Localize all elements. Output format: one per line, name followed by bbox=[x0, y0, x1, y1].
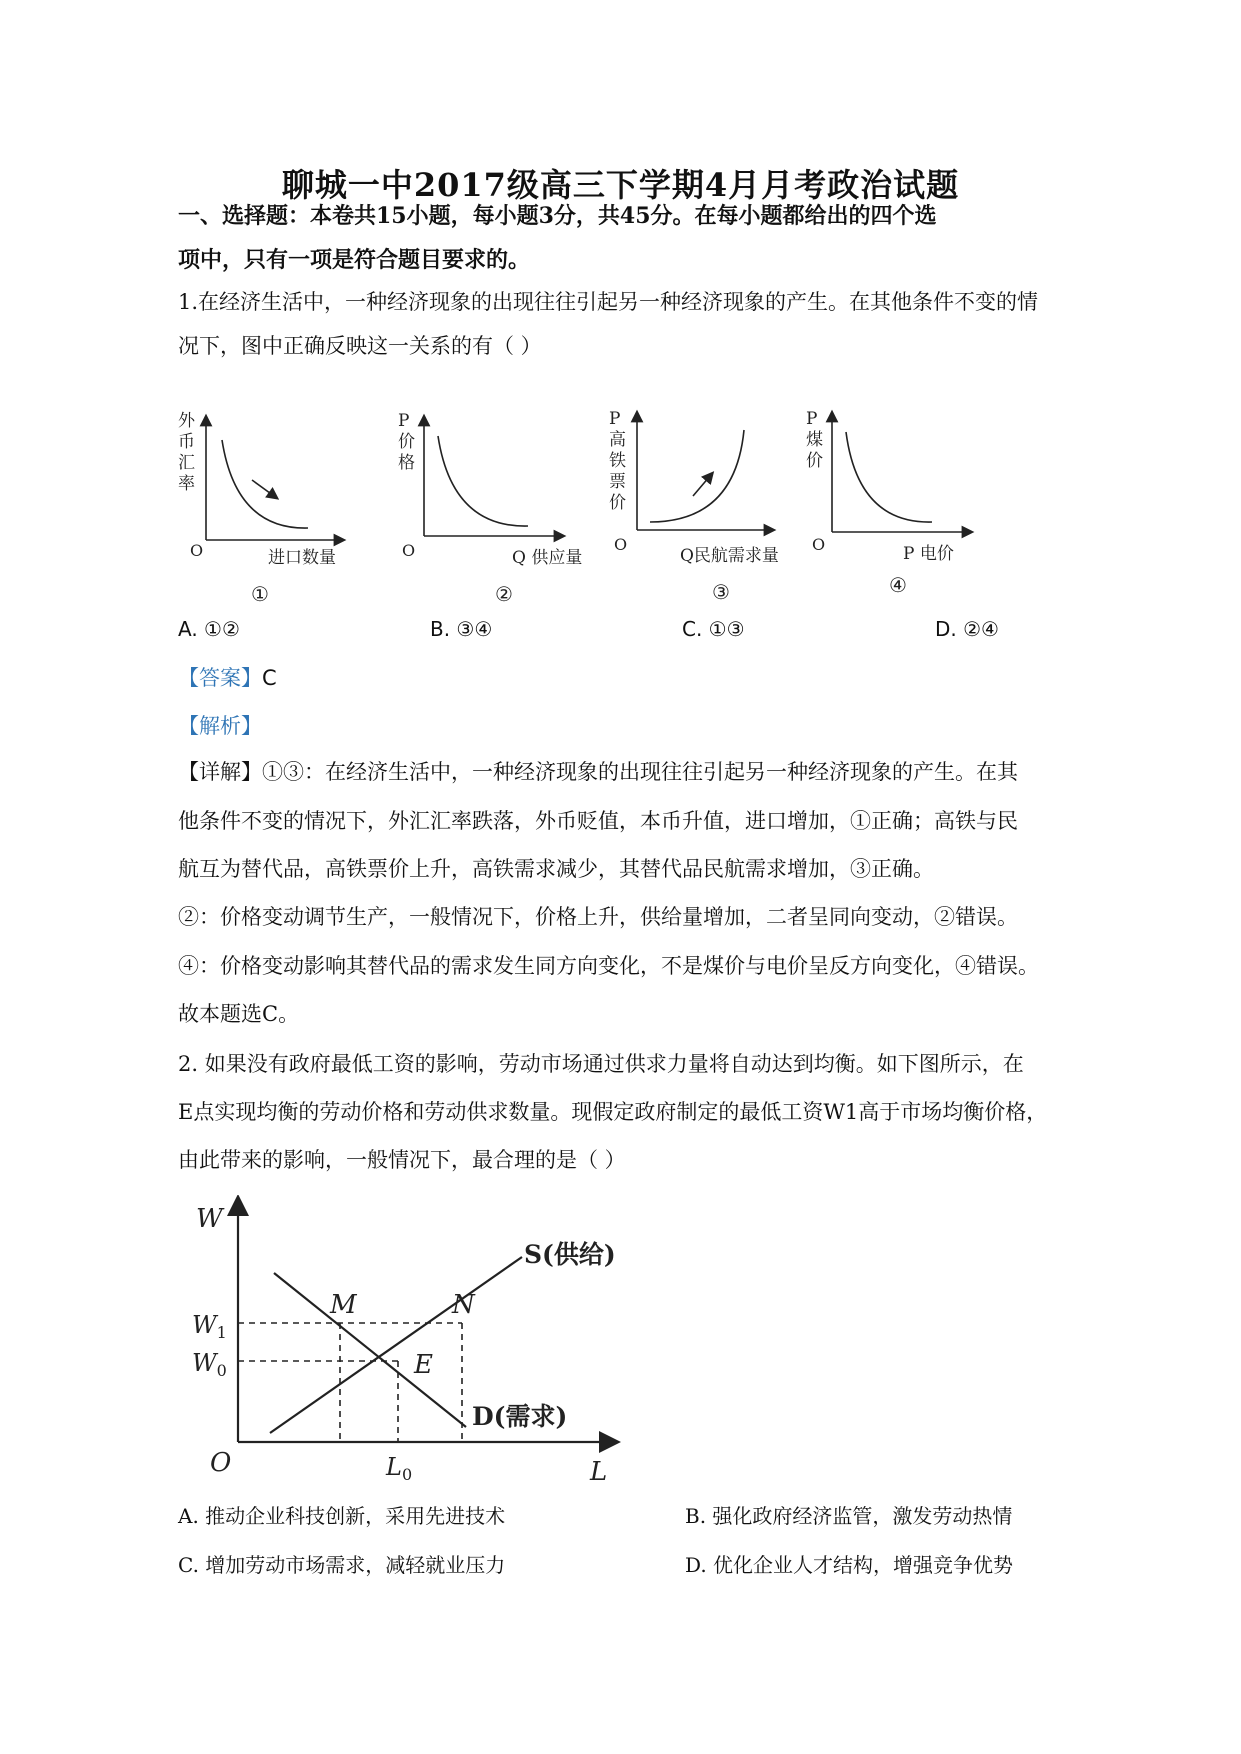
graph-2-xlabel: Q 供应量 bbox=[512, 548, 583, 568]
point-n: N bbox=[452, 1290, 475, 1320]
w0-label-sub: 0 bbox=[216, 1361, 227, 1380]
detail-line-5: ④：价格变动影响其替代品的需求发生同方向变化，不是煤价与电价呈反方向变化，④错误。 bbox=[178, 954, 1039, 978]
l0-label-letter: L bbox=[386, 1453, 402, 1481]
graph-2-ylabel-2: 格 bbox=[398, 453, 415, 473]
detail-line-2: 他条件不变的情况下，外汇汇率跌落，外币贬值，本币升值，进口增加，①正确；高铁与民 bbox=[178, 809, 1018, 833]
graph-3-ylabel-2: 铁 bbox=[609, 451, 626, 471]
q1-stem-line2: 况下，图中正确反映这一关系的有（ ） bbox=[178, 334, 542, 358]
analysis-tag: 【解析】 bbox=[178, 714, 262, 738]
graph-2 bbox=[398, 411, 582, 606]
graph-2-curve bbox=[438, 436, 528, 526]
graph-1-curve bbox=[222, 440, 308, 528]
supply-label: S(供给) bbox=[524, 1240, 616, 1269]
answer-value: C bbox=[262, 666, 277, 690]
q2-option-d: D. 优化企业人才结构，增强竞争优势 bbox=[685, 1553, 1014, 1577]
graph-4-ylabel bbox=[806, 409, 823, 471]
w1-label-letter: W bbox=[192, 1311, 217, 1339]
graph-3-trend-arrow bbox=[693, 476, 710, 496]
detail-line-1: 【详解】①③：在经济生活中，一种经济现象的出现往往引起另一种经济现象的产生。在其 bbox=[178, 760, 1018, 784]
q2-option-c: C. 增加劳动市场需求，减轻就业压力 bbox=[178, 1553, 506, 1577]
q2-stem-line1: 2. 如果没有政府最低工资的影响，劳动市场通过供求力量将自动达到均衡。如下图所示，在 bbox=[178, 1052, 1024, 1076]
q1-graphs bbox=[0, 400, 1241, 620]
graph-1-ylabel-3: 率 bbox=[178, 474, 195, 494]
detail-line-4: ②：价格变动调节生产，一般情况下，价格上升，供给量增加，二者呈同向变动，②错误。 bbox=[178, 905, 1018, 929]
x-axis-label: L bbox=[590, 1457, 608, 1485]
graph-1-ylabel-1: 币 bbox=[178, 432, 195, 452]
graph-4-curve bbox=[846, 432, 932, 522]
graph-4-index: ④ bbox=[889, 573, 907, 597]
exam-title: 聊城一中2017级高三下学期4月月考政治试题 bbox=[281, 166, 960, 204]
w0-label-letter: W bbox=[192, 1349, 217, 1377]
l0-label-sub: 0 bbox=[401, 1465, 413, 1484]
demand-line bbox=[274, 1273, 466, 1427]
w1-label-sub: 1 bbox=[216, 1323, 227, 1342]
demand-label: D(需求) bbox=[472, 1402, 568, 1431]
w0-label bbox=[192, 1349, 227, 1380]
origin-label: O bbox=[210, 1448, 232, 1478]
q1-stem-line1: 1.在经济生活中，一种经济现象的出现往往引起另一种经济现象的产生。在其他条件不变的情 bbox=[178, 290, 1039, 314]
l0-label bbox=[385, 1453, 412, 1484]
graph-1-ylabel bbox=[178, 411, 196, 494]
graph-3-xlabel: Q民航需求量 bbox=[680, 546, 779, 566]
graph-4 bbox=[806, 409, 968, 597]
graph-1-index: ① bbox=[251, 582, 269, 606]
graph-4-ylabel-1: 煤 bbox=[806, 430, 823, 450]
section-heading-line2: 项中，只有一项是符合题目要求的。 bbox=[178, 247, 531, 273]
graph-2-origin: O bbox=[402, 541, 416, 560]
y-axis-label: W bbox=[196, 1204, 223, 1234]
graph-1-xlabel: 进口数量 bbox=[268, 548, 336, 568]
q1-option-c: C. ①③ bbox=[682, 617, 745, 641]
graph-3-index: ③ bbox=[712, 580, 730, 604]
graph-3-ylabel bbox=[609, 409, 626, 513]
graph-2-ylabel bbox=[398, 411, 415, 473]
q2-stem-line2: E点实现均衡的劳动价格和劳动供求数量。现假定政府制定的最低工资W1高于市场均衡价格， bbox=[178, 1100, 1048, 1124]
q1-option-b: B. ③④ bbox=[430, 617, 493, 641]
point-e: E bbox=[414, 1350, 433, 1380]
q2-labor-market-graph bbox=[190, 1195, 670, 1485]
graph-3 bbox=[609, 409, 779, 604]
graph-4-origin: O bbox=[812, 535, 826, 554]
section-heading-line1: 一、选择题：本卷共15小题，每小题3分，共45分。在每小题都给出的四个选 bbox=[178, 203, 937, 229]
graph-3-ylabel-1: 高 bbox=[609, 430, 626, 450]
q1-option-d: D. ②④ bbox=[935, 617, 999, 641]
graph-3-ylabel-4: 价 bbox=[609, 493, 626, 513]
q2-stem-line3: 由此带来的影响，一般情况下，最合理的是（ ） bbox=[178, 1148, 626, 1172]
graph-1-ylabel-0: 外 bbox=[178, 411, 195, 431]
graph-3-ylabel-0: P bbox=[609, 409, 621, 429]
detail-line-3: 航互为替代品，高铁票价上升，高铁需求减少，其替代品民航需求增加，③正确。 bbox=[178, 857, 934, 881]
answer-tag: 【答案】 bbox=[178, 666, 262, 690]
w1-label bbox=[192, 1311, 227, 1342]
graph-4-ylabel-0: P bbox=[806, 409, 818, 429]
q2-option-b: B. 强化政府经济监管，激发劳动热情 bbox=[685, 1504, 1013, 1528]
graph-4-xlabel: P 电价 bbox=[903, 544, 954, 564]
q1-answer bbox=[178, 654, 1068, 703]
graph-1 bbox=[178, 411, 340, 606]
point-m: M bbox=[330, 1290, 357, 1320]
q2-option-a: A. 推动企业科技创新，采用先进技术 bbox=[178, 1504, 506, 1528]
graph-3-origin: O bbox=[614, 535, 628, 554]
graph-4-ylabel-2: 价 bbox=[806, 451, 823, 471]
graph-2-ylabel-0: P bbox=[398, 411, 410, 431]
detail-line-6: 故本题选C。 bbox=[178, 1002, 300, 1026]
graph-2-ylabel-1: 价 bbox=[398, 432, 415, 452]
graph-3-curve bbox=[650, 430, 744, 522]
graph-3-ylabel-3: 票 bbox=[609, 472, 626, 492]
graph-1-ylabel-2: 汇 bbox=[178, 453, 195, 473]
q1-option-a: A. ①② bbox=[178, 617, 240, 641]
graph-1-origin: O bbox=[190, 541, 204, 560]
graph-2-index: ② bbox=[495, 582, 513, 606]
graph-1-trend-arrow bbox=[252, 480, 274, 496]
